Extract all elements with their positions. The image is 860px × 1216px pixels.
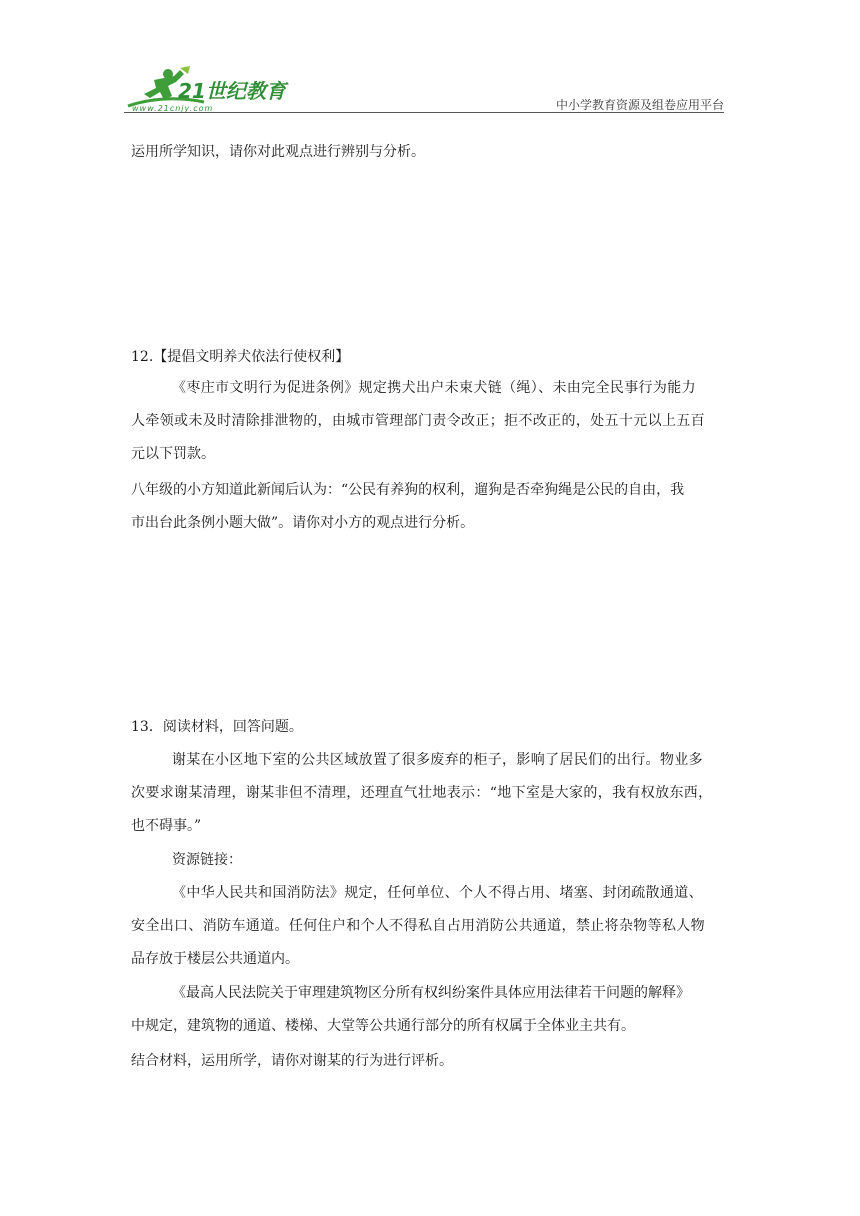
q12-paragraph-line: 元以下罚款。 bbox=[131, 446, 215, 462]
logo-text: 21世纪教育 bbox=[178, 79, 286, 103]
page-header bbox=[124, 62, 724, 114]
logo-url: www.21cnjy.com bbox=[132, 104, 214, 112]
q13-paragraph-line: 次要求谢某清理，谢某非但不清理，还理直气壮地表示：“地下室是大家的，我有权放东西， bbox=[131, 785, 713, 801]
q13-question: 结合材料，运用所学，请你对谢某的行为进行评析。 bbox=[131, 1053, 453, 1069]
logo bbox=[124, 66, 294, 112]
q12-paragraph-line: 八年级的小方知道此新闻后认为：“公民有养狗的权利，遛狗是否牵狗绳是公民的自由，我 bbox=[131, 482, 685, 498]
q13-resource-label: 资源链接： bbox=[172, 852, 242, 868]
q12-paragraph-line: 人牵领或未及时清除排泄物的，由城市管理部门责令改正；拒不改正的，处五十元以上五百 bbox=[131, 413, 705, 429]
q13-paragraph-line: 品存放于楼层公共通道内。 bbox=[131, 951, 299, 967]
header-divider bbox=[124, 112, 724, 113]
q13-title: 13．阅读材料，回答问题。 bbox=[131, 719, 303, 735]
q12-question: 市出台此条例小题大做”。请你对小方的观点进行分析。 bbox=[131, 515, 475, 531]
q12-paragraph-line: 《枣庄市文明行为促进条例》规定携犬出户未束犬链（绳）、未由完全民事行为能力 bbox=[172, 380, 696, 396]
q13-paragraph-line: 中规定，建筑物的通道、楼梯、大堂等公共通行部分的所有权属于全体业主共有。 bbox=[131, 1018, 635, 1034]
q13-paragraph-line: 也不碍事。” bbox=[131, 818, 202, 834]
q11-instruction: 运用所学知识，请你对此观点进行辨别与分析。 bbox=[131, 144, 425, 160]
q13-paragraph-line: 安全出口、消防车通道。任何住户和个人不得私自占用消防公共通道，禁止将杂物等私人物 bbox=[131, 918, 705, 934]
q13-paragraph-line: 《中华人民共和国消防法》规定，任何单位、个人不得占用、堵塞、封闭疏散通道、 bbox=[172, 885, 703, 901]
q13-paragraph-line: 谢某在小区地下室的公共区域放置了很多废弃的柜子，影响了居民们的出行。物业多 bbox=[172, 752, 703, 768]
platform-name: 中小学教育资源及组卷应用平台 bbox=[555, 98, 724, 112]
q13-paragraph-line: 《最高人民法院关于审理建筑物区分所有权纠纷案件具体应用法律若干问题的解释》 bbox=[172, 985, 690, 1001]
q12-title: 12.【提倡文明养犬依法行使权利】 bbox=[131, 349, 350, 365]
